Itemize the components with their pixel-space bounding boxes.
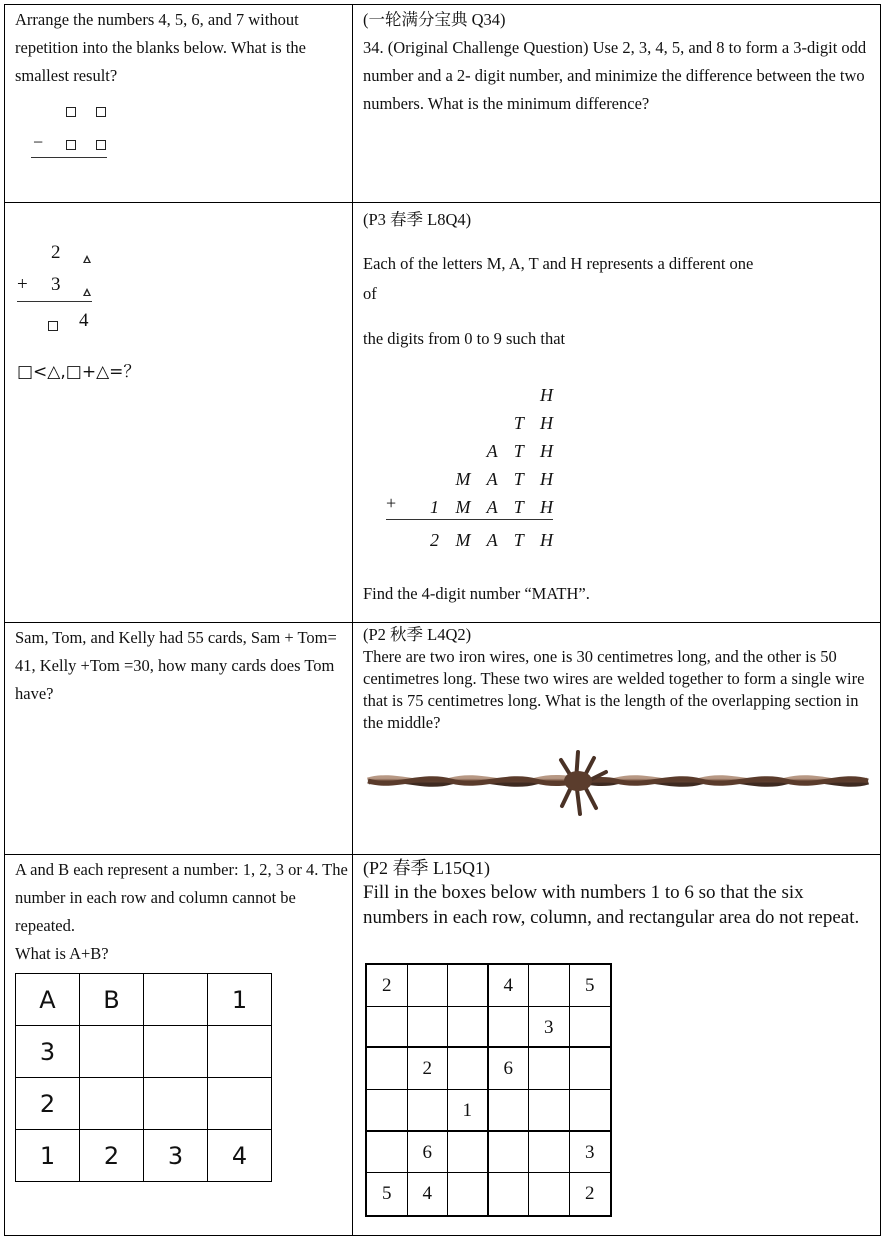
latin-square-grid [15, 973, 272, 1182]
grid-row [16, 1130, 272, 1182]
question-7-text: A and B each represent a number: 1, 2, 3 or 4. The number in each row and column cannot be repeated. [15, 860, 348, 935]
sudoku-cell: 1 [448, 1090, 489, 1132]
grid-cell: 3 [144, 1130, 208, 1182]
question-6-text: There are two iron wires, one is 30 centimetres long, and the other is 50 centimetres long. These two wires are welded together to form a single wire that is 75 centimetres long. What is the length of the overlapping section in the middle? [363, 647, 865, 732]
grid-cell: A [16, 974, 80, 1026]
q3-mid-digit: 3 [51, 274, 61, 295]
barbed-wire-image [366, 742, 870, 820]
question-2 [363, 6, 875, 118]
sudoku-grid [365, 963, 612, 1217]
grid-cell: 1 [208, 974, 272, 1026]
sudoku-cell [448, 1173, 489, 1215]
q3-sum-line [17, 301, 92, 302]
sudoku-cell: 2 [408, 1048, 449, 1090]
question-5-text: Sam, Tom, and Kelly had 55 cards, Sam + Tom= 41, Kelly +Tom =30, how many cards does Tom have? [15, 628, 337, 703]
sudoku-cell [408, 965, 449, 1007]
sudoku-cell: 5 [367, 1173, 408, 1215]
q4-row-1: H [540, 385, 553, 405]
sudoku-cell [529, 965, 570, 1007]
q4-row-2: T H [513, 413, 553, 433]
q4-sum-line [386, 519, 553, 520]
question-8 [363, 856, 868, 930]
q3-triangle-1 [83, 250, 91, 268]
q1-blank-4 [96, 137, 106, 155]
sudoku-cell [529, 1173, 570, 1215]
sudoku-cell [570, 1048, 611, 1090]
question-4 [363, 206, 863, 234]
q3-result-digit: 4 [79, 310, 89, 331]
sudoku-cell [529, 1090, 570, 1132]
table-border-bottom [4, 1235, 881, 1236]
question-7-ask: What is A+B? [15, 944, 109, 963]
q4-row-3: A T H [486, 441, 553, 461]
grid-cell [80, 1078, 144, 1130]
q1-blank-1 [66, 104, 76, 122]
q1-blank-3 [66, 137, 76, 155]
sudoku-cell [489, 1173, 530, 1215]
sudoku-cell: 5 [570, 965, 611, 1007]
sudoku-cell [448, 965, 489, 1007]
question-4-line-2: of [363, 284, 377, 303]
question-7 [15, 856, 348, 968]
row-divider-2 [4, 622, 881, 623]
grid-cell: 2 [80, 1130, 144, 1182]
grid-cell [80, 1026, 144, 1078]
q4-addition [414, 381, 553, 521]
grid-cell: 1 [16, 1130, 80, 1182]
question-4-ask: Find the 4-digit number “MATH”. [363, 584, 590, 603]
question-6 [363, 624, 868, 734]
table-border-top [4, 4, 881, 5]
grid-row [16, 1026, 272, 1078]
grid-cell [144, 974, 208, 1026]
sudoku-cell: 2 [585, 1183, 595, 1205]
q3-plus-sign: + [17, 274, 28, 295]
sudoku-cell [367, 1090, 408, 1132]
sudoku-cell [448, 1007, 489, 1049]
question-8-text: Fill in the boxes below with numbers 1 to 6 so that the six numbers in each row, column, and rectangular area do not repeat. [363, 882, 860, 928]
question-8-source: (P2 春季 L15Q1) [363, 858, 490, 878]
sudoku-cell [489, 1132, 530, 1174]
question-2-text: 34. (Original Challenge Question) Use 2, 3, 4, 5, and 8 to form a 3-digit odd number and a 2- digit number, and minimize the difference between the two numbers. What is the minimum difference? [363, 38, 867, 113]
question-1-text: Arrange the numbers 4, 5, 6, and 7 without repetition into the blanks below. What is the smallest result? [15, 10, 306, 85]
sudoku-cell [367, 1048, 408, 1090]
grid-row [16, 1078, 272, 1130]
sudoku-cell [570, 1090, 611, 1132]
grid-cell [144, 1026, 208, 1078]
question-1 [15, 6, 348, 90]
q4-row-5: 1 M A T H [429, 497, 553, 517]
sudoku-cell: 3 [529, 1007, 570, 1049]
grid-cell [208, 1026, 272, 1078]
grid-cell: 2 [16, 1078, 80, 1130]
sudoku-cell [489, 1090, 530, 1132]
q4-result: 2 M A T H [429, 530, 553, 550]
q1-blank-2 [96, 104, 106, 122]
q3-triangle-2 [83, 283, 91, 301]
sudoku-cell [408, 1090, 449, 1132]
grid-cell: 4 [208, 1130, 272, 1182]
q3-condition: □<△,□+△=？ [17, 362, 141, 382]
question-6-source: (P2 秋季 L4Q2) [363, 625, 472, 644]
question-4-source: (P3 春季 L8Q4) [363, 210, 472, 229]
grid-cell: 3 [16, 1026, 80, 1078]
sudoku-cell: 4 [489, 965, 530, 1007]
sudoku-cell: 3 [570, 1132, 611, 1174]
question-2-source: (一轮满分宝典 Q34) [363, 10, 506, 29]
grid-cell: B [80, 974, 144, 1026]
sudoku-cell [367, 1132, 408, 1174]
q3-square [48, 318, 58, 336]
table-border-right [880, 4, 881, 1236]
question-5 [15, 624, 348, 708]
q3-top-digit: 2 [51, 242, 61, 263]
sudoku-cell [570, 1007, 611, 1049]
grid-cell [144, 1078, 208, 1130]
table-border-left [4, 4, 5, 1236]
row-divider-3 [4, 854, 881, 855]
sudoku-cell [408, 1007, 449, 1049]
sudoku-cell [448, 1048, 489, 1090]
sudoku-cell: 6 [489, 1048, 530, 1090]
q4-plus-sign: + [386, 493, 397, 513]
q1-minus-sign: − [33, 132, 44, 152]
sudoku-cell [489, 1007, 530, 1049]
question-4-line-3: the digits from 0 to 9 such that [363, 329, 566, 348]
question-4-line-1: Each of the letters M, A, T and H represents a different one [363, 254, 754, 273]
grid-cell [208, 1078, 272, 1130]
sudoku-cell [448, 1132, 489, 1174]
row-divider-1 [4, 202, 881, 203]
grid-row [16, 974, 272, 1026]
q4-row-4: M A T H [455, 469, 553, 489]
sudoku-cell [367, 1007, 408, 1049]
sudoku-cell: 6 [408, 1132, 449, 1174]
column-divider [352, 4, 353, 1236]
q1-sum-line [31, 157, 107, 158]
sudoku-cell [529, 1048, 570, 1090]
sudoku-cell: 2 [367, 965, 408, 1007]
sudoku-cell [529, 1132, 570, 1174]
sudoku-cell: 4 [408, 1173, 449, 1215]
